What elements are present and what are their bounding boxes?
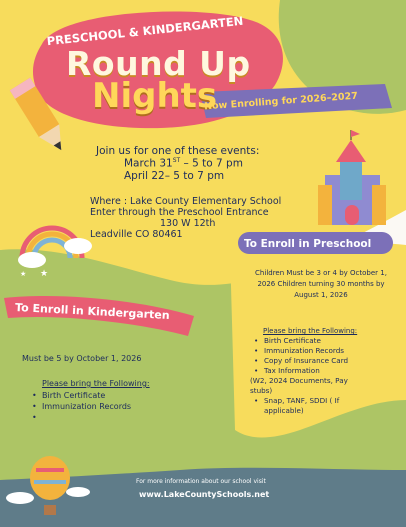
events-intro: Join us for one of these events: bbox=[96, 145, 260, 157]
kindergarten-age-requirement: Must be 5 by October 1, 2026 bbox=[22, 354, 142, 363]
footer-info: For more information about our school visit bbox=[136, 478, 266, 485]
svg-text:★: ★ bbox=[40, 269, 49, 279]
list-item: applicable) bbox=[264, 406, 304, 415]
list-item bbox=[42, 412, 131, 423]
list-item: • Birth Certificate bbox=[42, 390, 131, 401]
list-item: • Copy of Insurance Card bbox=[264, 356, 348, 366]
list-item: • Immunization Records bbox=[264, 346, 348, 356]
now-enrolling-banner: Now Enrolling for 2026–2027 bbox=[203, 90, 359, 113]
website-link[interactable]: www.LakeCountySchools.net bbox=[139, 490, 270, 499]
preschool-age-requirement: Children Must be 3 or 4 by October 1, 2026 Children turning 30 months by August 1, 2026 bbox=[255, 269, 387, 299]
list-item: • Tax Information bbox=[264, 366, 348, 376]
event-date-1-day: March 31 bbox=[124, 157, 173, 170]
svg-text:★: ★ bbox=[20, 270, 27, 278]
list-item: • Birth Certificate bbox=[264, 336, 348, 346]
event-date-2: April 22– 5 to 7 pm bbox=[124, 169, 225, 182]
title-nights: Nights bbox=[92, 76, 218, 116]
kindergarten-bring-heading: Please bring the Following: bbox=[42, 379, 150, 388]
preschool-banner: To Enroll in Preschool bbox=[244, 238, 372, 250]
list-item: • Immunization Records bbox=[42, 401, 131, 412]
preschool-bring-heading: Please bring the Following: bbox=[263, 327, 358, 335]
event-date-1 bbox=[96, 157, 259, 170]
event-date-1-time: – 5 to 7 pm bbox=[180, 157, 243, 170]
list-item: stubs) bbox=[250, 386, 273, 395]
events-block bbox=[96, 145, 259, 182]
list-item: (W2, 2024 Documents, Pay bbox=[250, 376, 348, 385]
preschool-requirements-list bbox=[250, 336, 348, 416]
program-title: PRESCHOOL & KINDERGARTEN bbox=[46, 13, 244, 49]
title-round-up: Round Up bbox=[66, 44, 251, 83]
location-where: Where : Lake County Elementary School bbox=[90, 196, 282, 207]
location-street: 130 W 12th bbox=[160, 218, 216, 229]
location-city: Leadville CO 80461 bbox=[90, 229, 183, 240]
list-item: • Snap, TANF, SDDI ( If bbox=[264, 396, 348, 406]
event-date-1-suffix: ST bbox=[172, 157, 181, 164]
location-entrance: Enter through the Preschool Entrance bbox=[90, 207, 269, 218]
location-block bbox=[90, 196, 281, 240]
kindergarten-requirements-list bbox=[28, 390, 131, 423]
kindergarten-banner: To Enroll in Kindergarten bbox=[14, 300, 170, 323]
